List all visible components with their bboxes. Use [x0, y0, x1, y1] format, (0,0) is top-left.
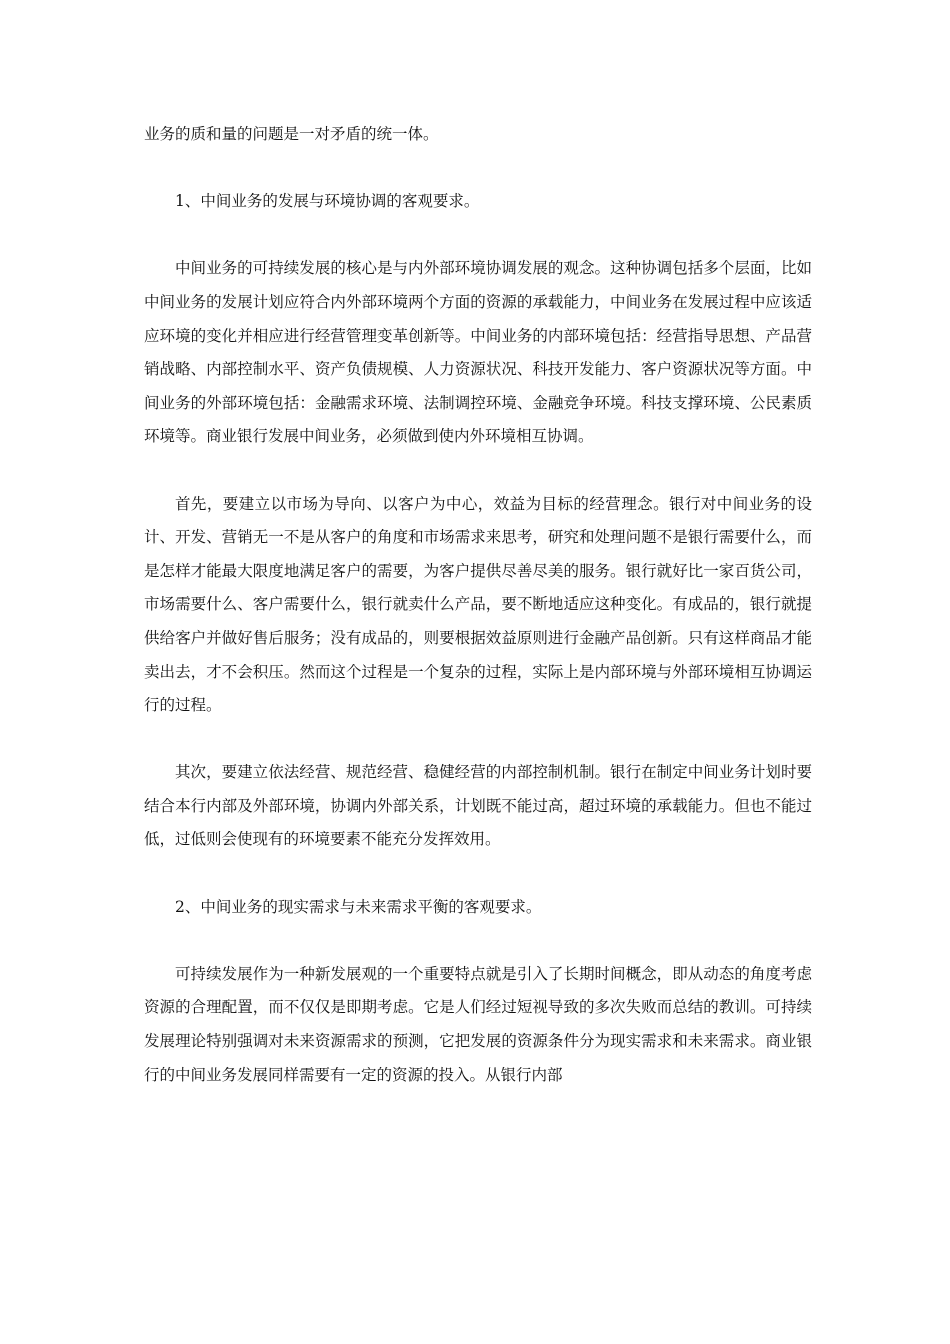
paragraph-continued: 业务的质和量的问题是一对矛盾的统一体。 — [144, 125, 439, 143]
paragraph-sustainable-development: 可持续发展作为一种新发展观的一个重要特点就是引入了长期时间概念，即从动态的角度考虑资源的合理配置，而不仅仅是即期考虑。它是人们经过短视导致的多次失败而总结的教训。可持续发展理论特别强调对未来资源需求的预测，它把发展的资源条件分为现实需求和未来需求。商业银行的中间业务发展同样需要有一定的资源的投入。从银行内部 — [144, 964, 812, 1084]
paragraph-first-business-philosophy: 首先，要建立以市场为导向、以客户为中心，效益为目标的经营理念。银行对中间业务的设计、开发、营销无一不是从客户的角度和市场需求来思考，研究和处理问题不是银行需要什么，而是怎样才能最大限度地满足客户的需要，为客户提供尽善尽美的服务。银行就好比一家百货公司，市场需要什么、客户需要什么，银行就卖什么产品，要不断地适应这种变化。有成品的，银行就提供给客户并做好售后服务；没有成品的，则要根据效益原则进行金融产品创新。只有这样商品才能卖出去，才不会积压。然而这个过程是一个复杂的过程，实际上是内部环境与外部环境相互协调运行的过程。 — [144, 494, 812, 715]
document-body — [144, 118, 812, 1126]
section-heading-2: 2、中间业务的现实需求与未来需求平衡的客观要求。 — [175, 897, 542, 916]
section-heading-1: 1、中间业务的发展与环境协调的客观要求。 — [175, 192, 480, 211]
paragraph-second-internal-control: 其次，要建立依法经营、规范经营、稳健经营的内部控制机制。银行在制定中间业务计划时要结合本行内部及外部环境，协调内外部关系，计划既不能过高，超过环境的承载能力。但也不能过低，过低则会使现有的环境要素不能充分发挥效用。 — [144, 763, 812, 849]
paragraph-environment-coordination: 中间业务的可持续发展的核心是与内外部环境协调发展的观念。这种协调包括多个层面，比如中间业务的发展计划应符合内外部环境两个方面的资源的承载能力，中间业务在发展过程中应该适应环境的变化并相应进行经营管理变革创新等。中间业务的内部环境包括：经营指导思想、产品营销战略、内部控制水平、资产负债规模、人力资源状况、科技开发能力、客户资源状况等方面。中间业务的外部环境包括：金融需求环境、法制调控环境、金融竞争环境。科技支撑环境、公民素质环境等。商业银行发展中间业务，必须做到使内外环境相互协调。 — [144, 259, 812, 446]
